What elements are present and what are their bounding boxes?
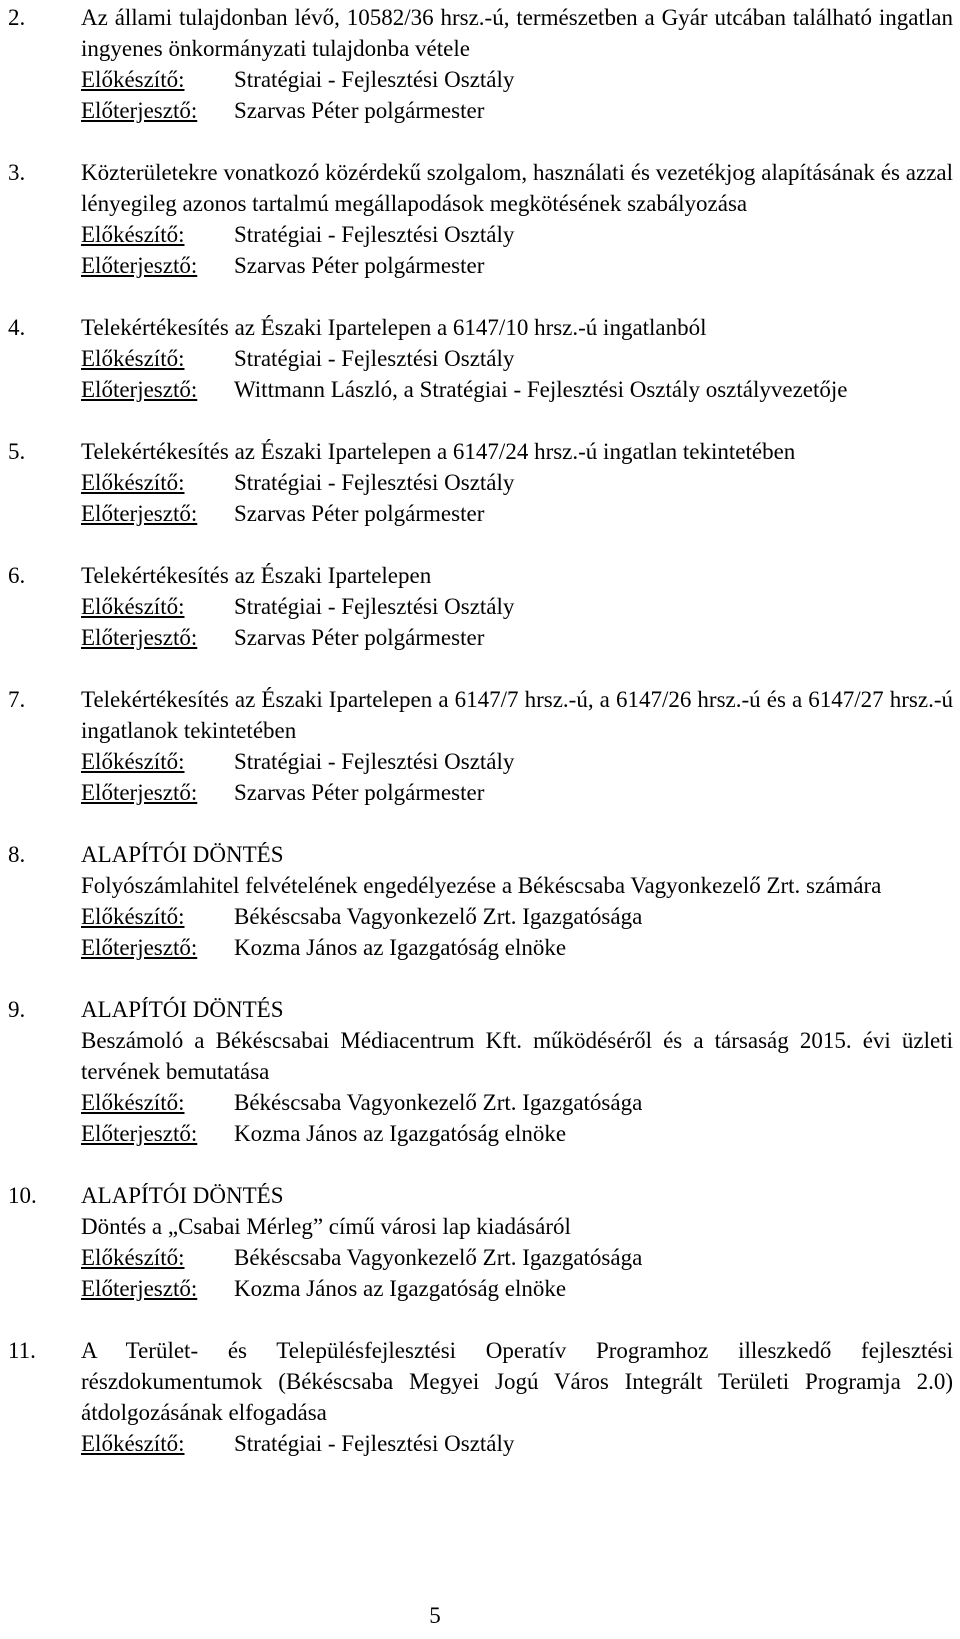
agenda-item bbox=[8, 436, 953, 529]
presenter-value: Szarvas Péter polgármester bbox=[234, 98, 485, 123]
presenter-row bbox=[81, 1118, 953, 1149]
preparer-label: Előkészítő: bbox=[81, 67, 185, 92]
preparer-row bbox=[81, 1242, 953, 1273]
preparer-label: Előkészítő: bbox=[81, 904, 185, 929]
agenda-item-number: 11. bbox=[8, 1338, 36, 1363]
agenda-item-title: Telekértékesítés az Északi Ipartelepen a 6147/10 hrsz.-ú ingatlanból bbox=[81, 315, 707, 340]
presenter-value: Szarvas Péter polgármester bbox=[234, 625, 485, 650]
page-number: 5 bbox=[429, 1603, 441, 1628]
presenter-row bbox=[81, 932, 953, 963]
agenda-item-title: Telekértékesítés az Északi Ipartelepen a 6147/7 hrsz.-ú, a 6147/26 hrsz.-ú és a 6147/27 hrsz.-ú ingatlanok tekintetében bbox=[81, 687, 953, 743]
preparer-label: Előkészítő: bbox=[81, 1431, 185, 1456]
agenda-item bbox=[8, 312, 953, 405]
preparer-value: Békéscsaba Vagyonkezelő Zrt. Igazgatósága bbox=[234, 1245, 643, 1270]
agenda-item-number: 9. bbox=[8, 997, 26, 1022]
preparer-value: Stratégiai - Fejlesztési Osztály bbox=[234, 1431, 515, 1456]
agenda-item bbox=[8, 1180, 953, 1304]
agenda-item-title: Döntés a „Csabai Mérleg” című városi lap kiadásáról bbox=[81, 1214, 571, 1239]
agenda-item-title: Az állami tulajdonban lévő, 10582/36 hrsz.-ú, természetben a Gyár utcában található ingatlan ingyenes önkormányzati tulajdonba vétele bbox=[81, 5, 953, 61]
preparer-label: Előkészítő: bbox=[81, 1245, 185, 1270]
presenter-value: Wittmann László, a Stratégiai - Fejlesztési Osztály osztályvezetője bbox=[234, 377, 848, 402]
preparer-label: Előkészítő: bbox=[81, 594, 185, 619]
preparer-value: Stratégiai - Fejlesztési Osztály bbox=[234, 594, 515, 619]
preparer-value: Stratégiai - Fejlesztési Osztály bbox=[234, 749, 515, 774]
agenda-item-number: 4. bbox=[8, 315, 26, 340]
preparer-row bbox=[81, 343, 953, 374]
agenda-item-number: 2. bbox=[8, 5, 26, 30]
preparer-row bbox=[81, 219, 953, 250]
preparer-label: Előkészítő: bbox=[81, 222, 185, 247]
presenter-row bbox=[81, 622, 953, 653]
presenter-label: Előterjesztő: bbox=[81, 98, 198, 123]
presenter-label: Előterjesztő: bbox=[81, 1276, 198, 1301]
agenda-item-heading: ALAPÍTÓI DÖNTÉS bbox=[81, 997, 284, 1022]
preparer-value: Stratégiai - Fejlesztési Osztály bbox=[234, 222, 515, 247]
agenda-item-title: Telekértékesítés az Északi Ipartelepen bbox=[81, 563, 432, 588]
presenter-label: Előterjesztő: bbox=[81, 935, 198, 960]
presenter-label: Előterjesztő: bbox=[81, 253, 198, 278]
presenter-row bbox=[81, 777, 953, 808]
preparer-label: Előkészítő: bbox=[81, 346, 185, 371]
agenda-item-title: Beszámoló a Békéscsabai Médiacentrum Kft. működéséről és a társaság 2015. évi üzleti tervének bemutatása bbox=[81, 1028, 953, 1084]
preparer-row bbox=[81, 746, 953, 777]
preparer-value: Stratégiai - Fejlesztési Osztály bbox=[234, 67, 515, 92]
preparer-row bbox=[81, 1428, 953, 1459]
presenter-value: Szarvas Péter polgármester bbox=[234, 501, 485, 526]
agenda-item-title: A Terület- és Településfejlesztési Operatív Programhoz illeszkedő fejlesztési részdokumentumok (Békéscsaba Megyei Jogú Város Integrált Területi Programja 2.0) átdolgozásának elfogadása bbox=[81, 1338, 953, 1425]
presenter-label: Előterjesztő: bbox=[81, 501, 198, 526]
agenda-item bbox=[8, 994, 953, 1149]
agenda-item bbox=[8, 684, 953, 808]
presenter-label: Előterjesztő: bbox=[81, 1121, 198, 1146]
preparer-label: Előkészítő: bbox=[81, 470, 185, 495]
preparer-row bbox=[81, 1087, 953, 1118]
presenter-row bbox=[81, 374, 953, 405]
presenter-label: Előterjesztő: bbox=[81, 625, 198, 650]
presenter-row bbox=[81, 95, 953, 126]
agenda-item-heading: ALAPÍTÓI DÖNTÉS bbox=[81, 1183, 284, 1208]
agenda-item-number: 6. bbox=[8, 563, 26, 588]
agenda-item-title: Folyószámlahitel felvételének engedélyezése a Békéscsaba Vagyonkezelő Zrt. számára bbox=[81, 873, 882, 898]
agenda-document bbox=[8, 2, 953, 1459]
agenda-item-number: 7. bbox=[8, 687, 26, 712]
preparer-label: Előkészítő: bbox=[81, 749, 185, 774]
agenda-item-title: Telekértékesítés az Északi Ipartelepen a 6147/24 hrsz.-ú ingatlan tekintetében bbox=[81, 439, 796, 464]
preparer-label: Előkészítő: bbox=[81, 1090, 185, 1115]
presenter-label: Előterjesztő: bbox=[81, 780, 198, 805]
preparer-row bbox=[81, 467, 953, 498]
agenda-item-number: 10. bbox=[8, 1183, 37, 1208]
preparer-value: Békéscsaba Vagyonkezelő Zrt. Igazgatósága bbox=[234, 904, 643, 929]
agenda-item-number: 5. bbox=[8, 439, 26, 464]
preparer-value: Stratégiai - Fejlesztési Osztály bbox=[234, 346, 515, 371]
agenda-item-heading: ALAPÍTÓI DÖNTÉS bbox=[81, 842, 284, 867]
presenter-row bbox=[81, 250, 953, 281]
preparer-row bbox=[81, 901, 953, 932]
agenda-item bbox=[8, 839, 953, 963]
presenter-row bbox=[81, 498, 953, 529]
agenda-item bbox=[8, 1335, 953, 1459]
preparer-value: Békéscsaba Vagyonkezelő Zrt. Igazgatósága bbox=[234, 1090, 643, 1115]
presenter-value: Kozma János az Igazgatóság elnöke bbox=[234, 935, 567, 960]
agenda-item bbox=[8, 560, 953, 653]
agenda-item-title: Közterületekre vonatkozó közérdekű szolgalom, használati és vezetékjog alapításának és azzal lényegileg azonos tartalmú megállapodások megkötésének szabályozása bbox=[81, 160, 953, 216]
presenter-row bbox=[81, 1273, 953, 1304]
presenter-label: Előterjesztő: bbox=[81, 377, 198, 402]
preparer-row bbox=[81, 591, 953, 622]
agenda-item-number: 8. bbox=[8, 842, 26, 867]
presenter-value: Szarvas Péter polgármester bbox=[234, 253, 485, 278]
presenter-value: Kozma János az Igazgatóság elnöke bbox=[234, 1276, 567, 1301]
agenda-item bbox=[8, 2, 953, 126]
presenter-value: Szarvas Péter polgármester bbox=[234, 780, 485, 805]
preparer-row bbox=[81, 64, 953, 95]
preparer-value: Stratégiai - Fejlesztési Osztály bbox=[234, 470, 515, 495]
agenda-item bbox=[8, 157, 953, 281]
presenter-value: Kozma János az Igazgatóság elnöke bbox=[234, 1121, 567, 1146]
agenda-item-number: 3. bbox=[8, 160, 26, 185]
